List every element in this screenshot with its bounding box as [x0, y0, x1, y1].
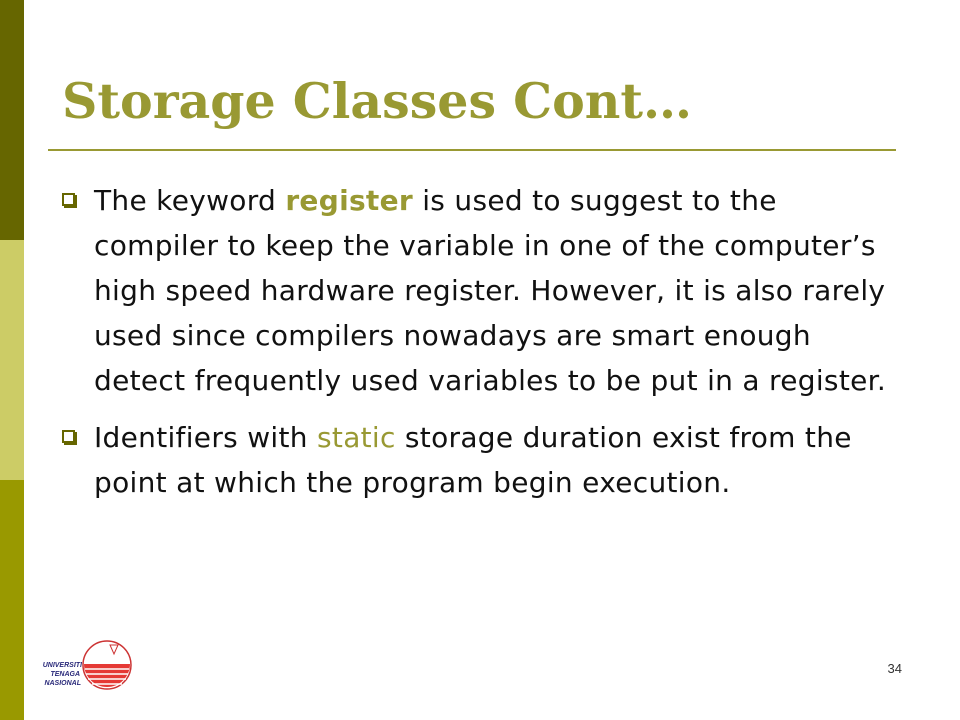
text-after: storage duration exist from the point at which the program begin execution.	[94, 421, 852, 499]
side-bar-middle	[0, 240, 24, 480]
bullet-register	[58, 178, 888, 403]
text-before: The keyword	[94, 184, 286, 217]
slide-content	[58, 178, 888, 517]
logo-line-2: TENAGA	[50, 671, 80, 678]
title-underline	[48, 149, 896, 151]
page-number: 34	[887, 661, 902, 676]
square-bullet-icon	[62, 193, 75, 206]
keyword-static: static	[317, 421, 396, 454]
side-bar-bottom	[0, 480, 24, 720]
square-bullet-icon	[62, 430, 75, 443]
university-logo-icon	[28, 638, 138, 694]
text-after: is used to suggest to the compiler to keep the variable in one of the computer’s high speed hardware register. However, it is also rarely used since compilers nowadays are smart enough detect frequently used variables to be put in a register.	[94, 184, 887, 397]
logo-line-3: NASIONAL	[44, 680, 81, 687]
side-bar-top	[0, 0, 24, 240]
text-before: Identifiers with	[94, 421, 318, 454]
bullet-static	[58, 415, 888, 505]
bullet-text	[94, 178, 888, 403]
logo-line-1: UNIVERSITI	[42, 662, 82, 669]
bullet-text	[94, 415, 888, 505]
keyword-register: register	[285, 184, 414, 217]
slide-title: Storage Classes Cont…	[62, 72, 693, 130]
